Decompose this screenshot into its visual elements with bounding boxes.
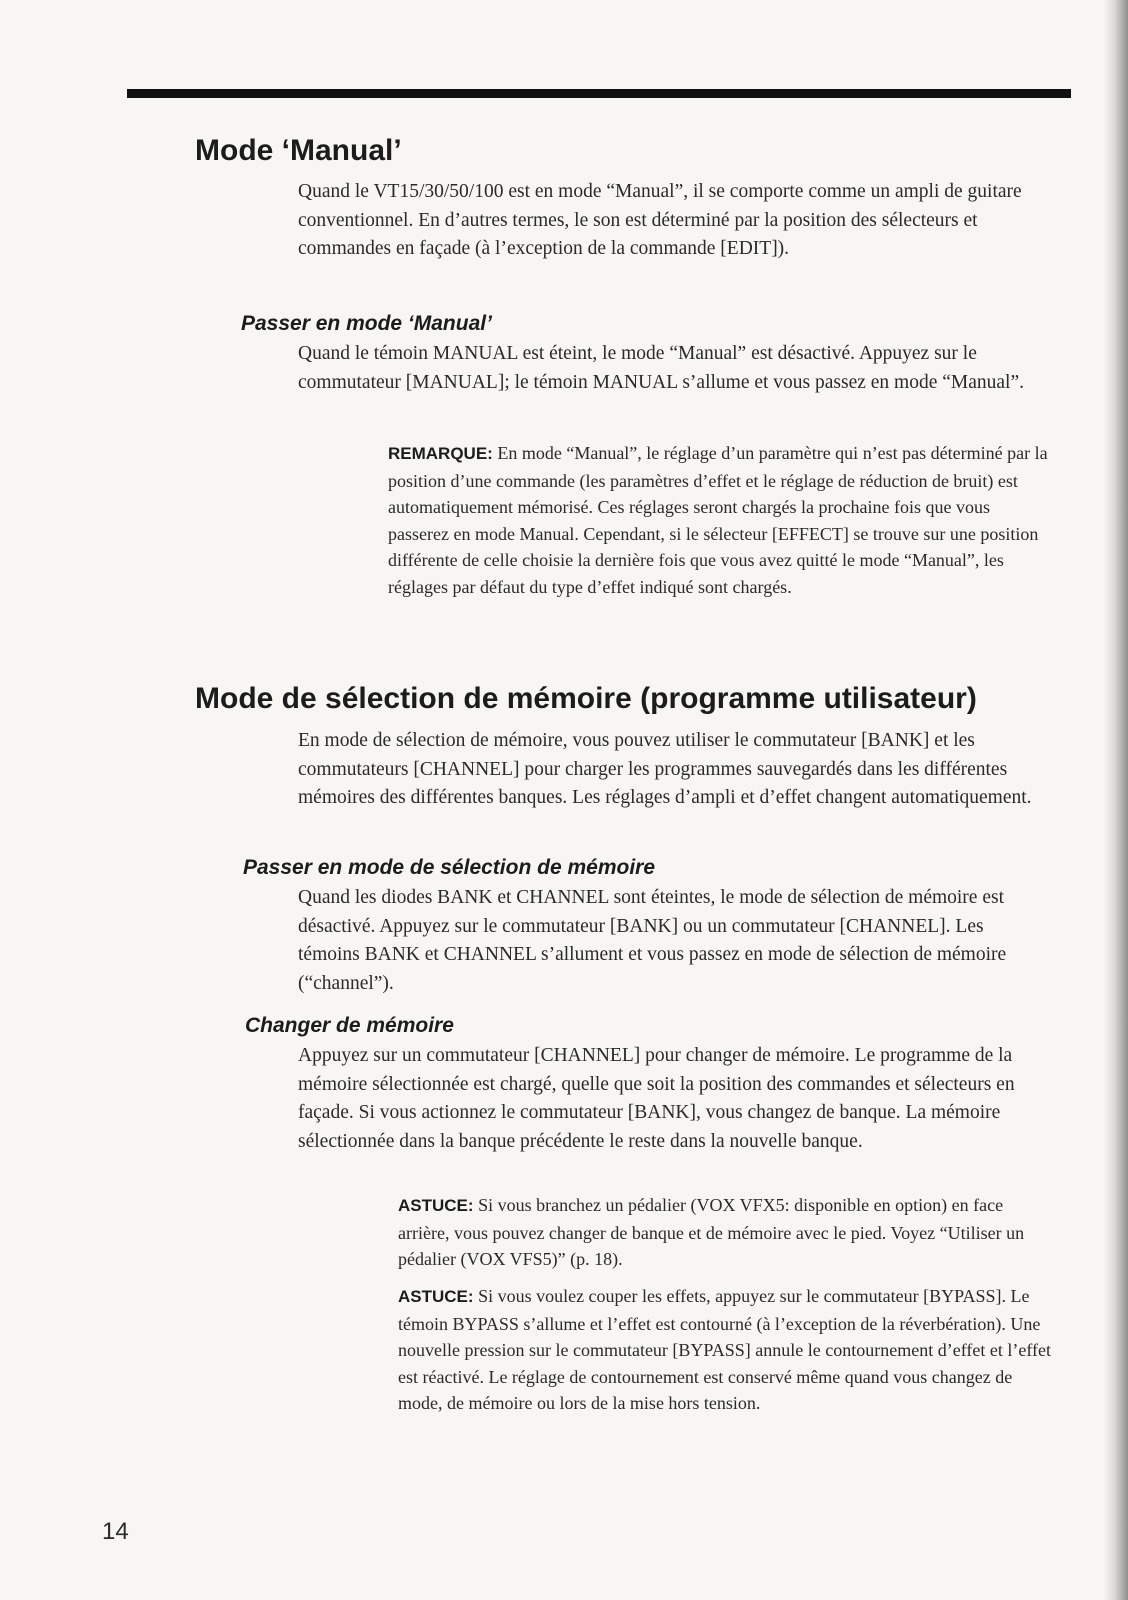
page-edge-shadow [1104, 0, 1128, 1600]
remarque-note [388, 440, 1048, 600]
enter-memory-paragraph: Quand les diodes BANK et CHANNEL sont éteintes, le mode de sélection de mémoire est désactivé. Appuyez sur le commutateur [BANK] ou un commutateur [CHANNEL]. Les témoins BANK et CHANNEL s’allument et vous passez en mode de sélection de mémoire (“channel”). [298, 887, 1007, 994]
change-memory-paragraph: Appuyez sur un commutateur [CHANNEL] pour changer de mémoire. Le programme de la mémoire sélectionnée est chargé, quelle que soit la position des commandes et sélecteurs en façade. Si vous actionnez le commutateur [BANK], vous changez de banque. La mémoire sélectionnée dans la banque précédente le reste dans la nouvelle banque. [298, 1045, 1015, 1152]
astuce-note-pedal [398, 1192, 1058, 1273]
remarque-label: REMARQUE: [388, 444, 493, 463]
manual-intro-paragraph: Quand le VT15/30/50/100 est en mode “Manual”, il se comporte comme un ampli de guitare conventionnel. En d’autres termes, le son est déterminé par la position des sélecteurs et commandes en façade (à l’exception de la commande [EDIT]). [298, 181, 1022, 259]
subhead-change-memory: Changer de mémoire [245, 1014, 454, 1037]
enter-manual-paragraph: Quand le témoin MANUAL est éteint, le mode “Manual” est désactivé. Appuyez sur le commutateur [MANUAL]; le témoin MANUAL s’allume et vous passez en mode “Manual”. [298, 343, 1025, 393]
astuce-bypass-text: Si vous voulez couper les effets, appuyez sur le commutateur [BYPASS]. Le témoin BYPASS s’allume et l’effet est contourné (à l’exception de la réverbération). Une nouvelle pression sur le commutateur [BYPASS] annule le contournement d’effet et l’effet est réactivé. Le réglage de contournement est conservé même quand vous changez de mode, de mémoire ou lors de la mise hors tension. [398, 1286, 1052, 1413]
subhead-enter-manual: Passer en mode ‘Manual’ [241, 312, 492, 335]
astuce-pedal-text: Si vous branchez un pédalier (VOX VFX5: disponible en option) en face arrière, vous pouvez changer de banque et de mémoire avec le pied. Voyez “Utiliser un pédalier (VOX VFS5)” (p. 18). [398, 1195, 1025, 1269]
memory-intro-paragraph: En mode de sélection de mémoire, vous pouvez utiliser le commutateur [BANK] et les commutateurs [CHANNEL] pour charger les programmes sauvegardés dans les différentes mémoires des différentes banques. Les réglages d’ampli et d’effet changent automatiquement. [298, 730, 1032, 808]
section-title-manual: Mode ‘Manual’ [195, 134, 402, 167]
astuce-note-bypass [398, 1283, 1058, 1417]
section-title-memory: Mode de sélection de mémoire (programme utilisateur) [195, 682, 977, 715]
subhead-enter-memory: Passer en mode de sélection de mémoire [243, 856, 656, 879]
astuce-label: ASTUCE: [398, 1196, 474, 1215]
top-rule [127, 89, 1071, 98]
remarque-text: En mode “Manual”, le réglage d’un paramètre qui n’est pas déterminé par la position d’une commande (les paramètres d’effet et le réglage de réduction de bruit) est automatiquement mémorisé. Ces réglages seront chargés la prochaine fois que vous passerez en mode Manual. Cependant, si le sélecteur [EFFECT] se trouve sur une position différente de celle choisie la dernière fois que vous avez quitté le mode “Manual”, les réglages par défaut du type d’effet indiqué sont chargés. [388, 443, 1048, 597]
page-number: 14 [102, 1518, 129, 1545]
astuce-label: ASTUCE: [398, 1287, 474, 1306]
